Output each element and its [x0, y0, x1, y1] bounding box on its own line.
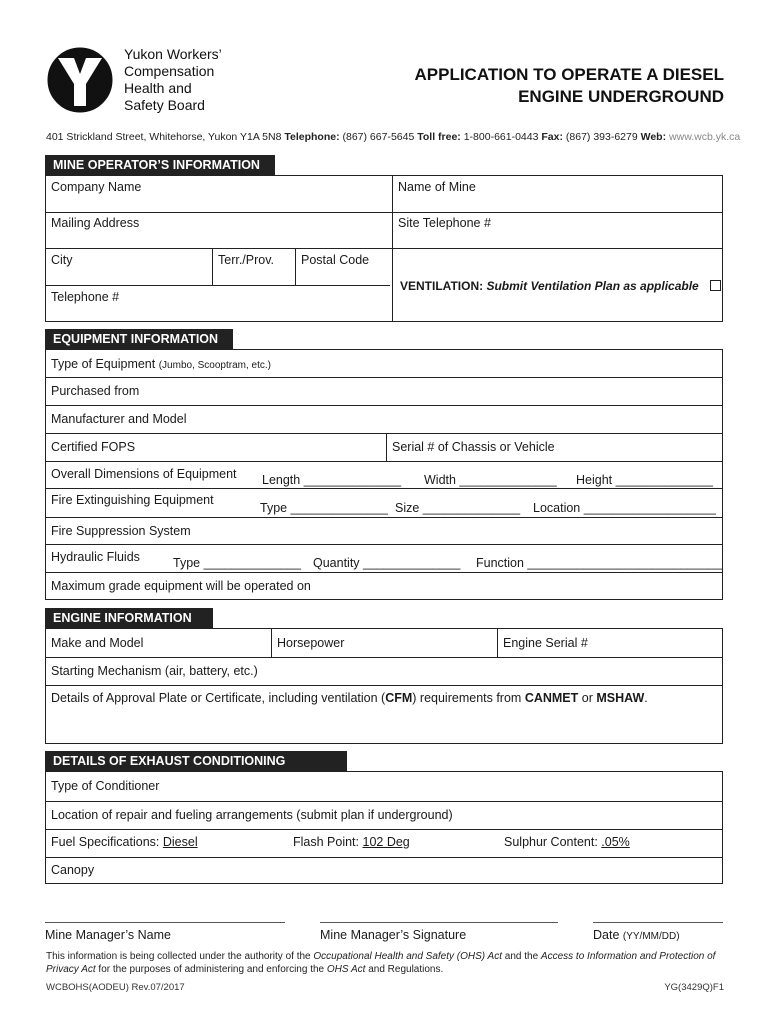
starting-mechanism-field[interactable]: Starting Mechanism (air, battery, etc.) — [51, 664, 258, 678]
equipment-section — [45, 349, 723, 600]
hydraulic-quantity-field[interactable]: Quantity ______________ — [313, 556, 461, 570]
hydraulic-fluids-label: Hydraulic Fluids — [51, 550, 140, 564]
name-of-mine-field[interactable]: Name of Mine — [398, 180, 476, 194]
flash-point-field[interactable]: Flash Point: 102 Deg — [293, 835, 410, 849]
hydraulic-type-field[interactable]: Type ______________ — [173, 556, 301, 570]
max-grade-field[interactable]: Maximum grade equipment will be operated on — [51, 579, 311, 593]
company-name-field[interactable]: Company Name — [51, 180, 142, 194]
manager-name-line[interactable] — [45, 922, 285, 923]
type-of-conditioner-field[interactable]: Type of Conditioner — [51, 779, 160, 793]
form-id: YG(3429Q)F1 — [664, 982, 724, 993]
width-field[interactable]: Width ______________ — [424, 473, 557, 487]
horsepower-field[interactable]: Horsepower — [277, 636, 345, 650]
purchased-from-field[interactable]: Purchased from — [51, 384, 140, 398]
engine-section-header: ENGINE INFORMATION — [45, 608, 213, 628]
serial-chassis-field[interactable]: Serial # of Chassis or Vehicle — [392, 440, 555, 454]
equipment-section-header: EQUIPMENT INFORMATION — [45, 329, 233, 349]
city-field[interactable]: City — [51, 253, 73, 267]
ventilation-note: VENTILATION: Submit Ventilation Plan as applicable — [400, 279, 699, 293]
certified-fops-field[interactable]: Certified FOPS — [51, 440, 136, 454]
date-line[interactable] — [593, 922, 723, 923]
form-title: APPLICATION TO OPERATE A DIESEL ENGINE UNDERGROUND — [414, 65, 724, 106]
wcb-logo — [44, 44, 116, 116]
height-field[interactable]: Height ______________ — [576, 473, 713, 487]
canopy-field[interactable]: Canopy — [51, 863, 95, 877]
terr-prov-field[interactable]: Terr./Prov. — [218, 253, 275, 267]
org-name: Yukon Workers’ Compensation Health and Safety Board — [124, 46, 222, 113]
manager-signature-label: Mine Manager’s Signature — [320, 928, 467, 942]
engine-section — [45, 628, 723, 744]
telephone-field[interactable]: Telephone # — [51, 290, 120, 304]
fire-extinguishing-label: Fire Extinguishing Equipment — [51, 493, 214, 507]
fuel-spec-field[interactable]: Fuel Specifications: Diesel — [51, 835, 198, 849]
postal-code-field[interactable]: Postal Code — [301, 253, 370, 267]
site-telephone-field[interactable]: Site Telephone # — [398, 216, 491, 230]
engine-serial-field[interactable]: Engine Serial # — [503, 636, 588, 650]
privacy-notice: This information is being collected under the authority of the Occupational Health and Safety (OHS) Act and the Access to Information and Protection of Privacy Act for the purposes of administering and enforcing the OHS Act and Regulations. — [46, 951, 716, 975]
fire-ext-location-field[interactable]: Location ___________________ — [533, 501, 716, 515]
approval-details-field[interactable]: Details of Approval Plate or Certificate, including ventilation (CFM) requirements from CANMET or MSHAW. — [51, 691, 648, 705]
length-field[interactable]: Length ______________ — [262, 473, 402, 487]
form-revision: WCBOHS(AODEU) Rev.07/2017 — [46, 982, 185, 993]
hydraulic-function-field[interactable]: Function ____________________________ — [476, 556, 723, 570]
mine-section — [45, 175, 723, 322]
fire-ext-size-field[interactable]: Size ______________ — [395, 501, 521, 515]
contact-line: 401 Strickland Street, Whitehorse, Yukon Y1A 5N8 Telephone: (867) 667-5645 Toll free: 1-800-661-0443 Fax: (867) 393-6279 Web: www.wcb.yk.ca — [46, 131, 741, 143]
sulphur-content-field[interactable]: Sulphur Content: .05% — [504, 835, 630, 849]
mailing-address-field[interactable]: Mailing Address — [51, 216, 140, 230]
make-model-field[interactable]: Make and Model — [51, 636, 144, 650]
manager-name-label: Mine Manager’s Name — [45, 928, 171, 942]
date-label: Date (YY/MM/DD) — [593, 928, 680, 942]
overall-dimensions-label: Overall Dimensions of Equipment — [51, 467, 237, 481]
ventilation-checkbox[interactable] — [710, 280, 721, 291]
fire-suppression-field[interactable]: Fire Suppression System — [51, 524, 191, 538]
fire-ext-type-field[interactable]: Type ______________ — [260, 501, 388, 515]
exhaust-section-header: DETAILS OF EXHAUST CONDITIONING — [45, 751, 347, 771]
manufacturer-model-field[interactable]: Manufacturer and Model — [51, 412, 187, 426]
exhaust-section — [45, 771, 723, 884]
location-repair-field[interactable]: Location of repair and fueling arrangements (submit plan if underground) — [51, 808, 453, 822]
mine-section-header: MINE OPERATOR’S INFORMATION — [45, 155, 275, 175]
type-of-equipment-field[interactable]: Type of Equipment (Jumbo, Scooptram, etc.) — [51, 357, 271, 371]
manager-signature-line[interactable] — [320, 922, 558, 923]
